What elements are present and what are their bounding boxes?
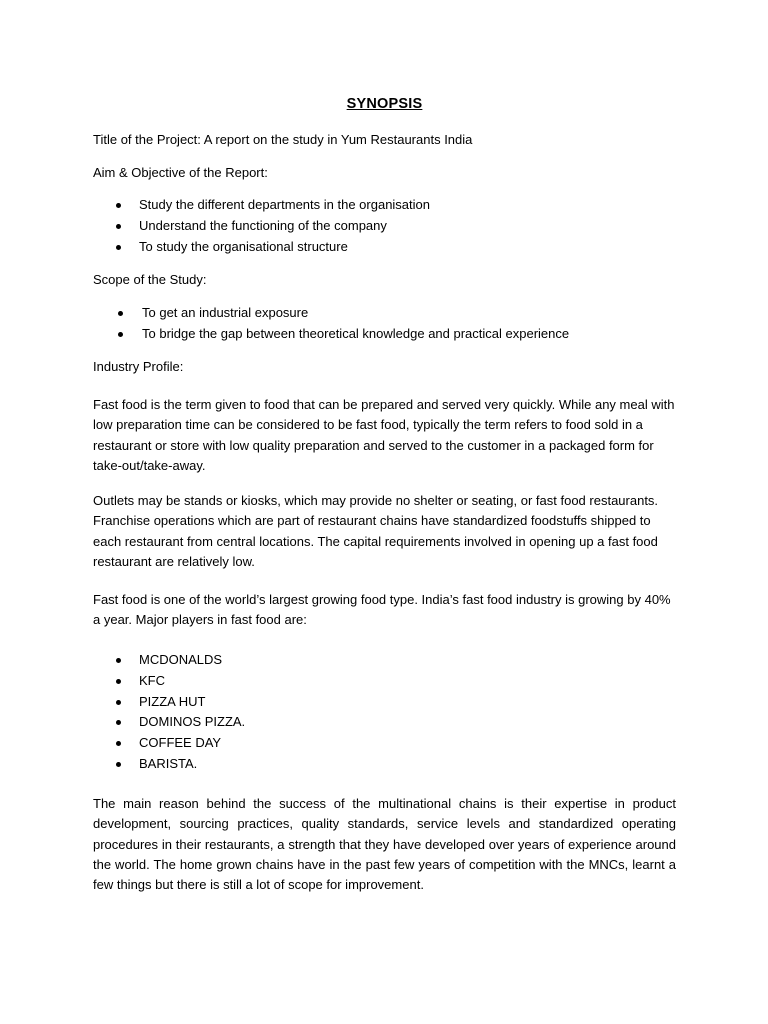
- bullet-icon: [116, 658, 121, 663]
- list-item: To study the organisational structure: [93, 237, 430, 258]
- paragraph-fast-food-definition: Fast food is the term given to food that can be prepared and served very quickly. While any meal with low preparation time can be considered to be fast food, typically the term refers to food sold in a restaurant or store with low quality preparation and served to the customer in a packaged form for take-out/take-away.: [93, 397, 675, 473]
- bullet-icon: [116, 720, 121, 725]
- bullet-icon: [116, 203, 121, 208]
- aim-heading: Aim & Objective of the Report:: [93, 165, 268, 180]
- bullet-icon: [116, 700, 121, 705]
- list-item: KFC: [93, 671, 245, 692]
- bullet-icon: [118, 332, 123, 337]
- list-item: PIZZA HUT: [93, 692, 245, 713]
- bullet-icon: [116, 245, 121, 250]
- list-item: Study the different departments in the organisation: [93, 195, 430, 216]
- bullet-icon: [118, 311, 123, 316]
- bullet-icon: [116, 224, 121, 229]
- list-item: MCDONALDS: [93, 650, 245, 671]
- list-item: Understand the functioning of the company: [93, 216, 430, 237]
- page-title: SYNOPSIS: [346, 96, 423, 112]
- paragraph-success-reason: The main reason behind the success of the multinational chains is their expertise in product development, sourcing practices, quality standards, service levels and standardized operating procedures in their restaurants, a strength that they have developed over years of experience around the world. The home grown chains have in the past few years of competition with the MNCs, learnt a few things but there is still a lot of scope for improvement.: [93, 796, 676, 893]
- paragraph-outlets: Outlets may be stands or kiosks, which may provide no shelter or seating, or fast food restaurants. Franchise operations which are part of restaurant chains have standardized foodstuffs shipped to each restaurant from central locations. The capital requirements involved in opening up a fast food restaurant are relatively low.: [93, 493, 659, 569]
- paragraph-growth: Fast food is one of the world’s largest growing food type. India’s fast food industry is growing by 40% a year. Major players in fast food are:: [93, 592, 671, 628]
- project-title-line: [93, 130, 472, 151]
- list-item: To get an industrial exposure: [93, 303, 569, 324]
- list-item: BARISTA.: [93, 754, 245, 775]
- bullet-icon: [116, 679, 121, 684]
- bullet-icon: [116, 741, 121, 746]
- scope-heading: Scope of the Study:: [93, 272, 207, 287]
- aim-list: [93, 195, 430, 257]
- project-title-value: A report on the study in Yum Restaurants India: [200, 132, 473, 147]
- list-item: DOMINOS PIZZA.: [93, 712, 245, 733]
- list-item: To bridge the gap between theoretical knowledge and practical experience: [93, 324, 569, 345]
- project-title-label: Title of the Project:: [93, 132, 201, 147]
- bullet-icon: [116, 762, 121, 767]
- list-item: COFFEE DAY: [93, 733, 245, 754]
- industry-heading: Industry Profile:: [93, 359, 184, 374]
- scope-list: [93, 303, 569, 345]
- players-list: [93, 650, 245, 775]
